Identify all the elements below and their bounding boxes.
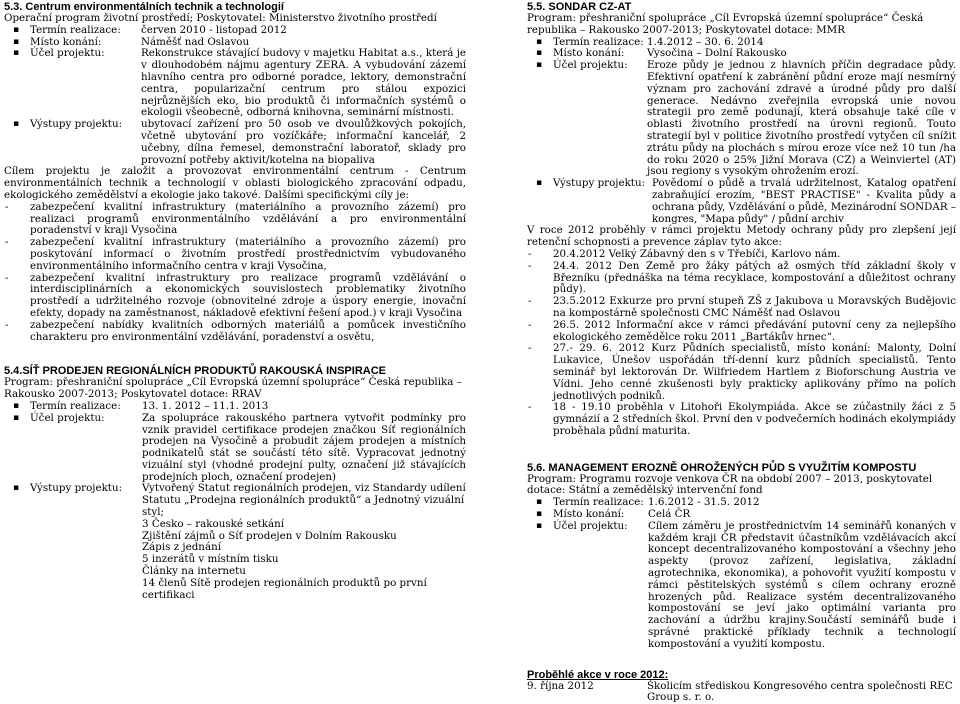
output-line: Vytvořený Statut regionálních prodejen, viz Standardy udílení Statutu „Prodejna regionálních produktů“ a Jednotný vizuální styl;	[142, 482, 466, 519]
item-label: ▪ Termín realizace:	[30, 399, 121, 412]
item-label: ▪ Místo konání:	[553, 47, 625, 60]
section-5-4-info-list	[4, 401, 466, 602]
events-row	[527, 681, 956, 704]
section-5-3-info-list	[4, 25, 466, 167]
output-line: 14 členů Sítě prodejen regionálních produktů po první certifikaci	[142, 576, 427, 601]
list-item: - zabezpečení kvalitní infrastruktury (materiálního a provozního zázemí) pro poskytování informací o životním prostředí prostřednictvím vybudovaného environmentálního informačního centra v kraji Vysočina,	[4, 237, 466, 272]
item-value: Náměšť nad Oslavou	[141, 35, 250, 48]
item-value: Cílem záměru je prostřednictvím 14 seminářů konaných v každém kraji ČR představit účastníkům vzdělávacích akcí koncept decentralizovaného kompostování a všechny jeho aspekty (provoz zařízení, legislativa, základní agrotechnika, ekonomika), a pohovořit využití kompostu v rámci pěstitelských systémů s cílem ochrany erozně hrozených půd. Realizace systém decentralizovaného kompostování se jeví jako optimální varianta pro zachování a údržbu krajiny.Součástí seminářů bude i správné praktické příklady technik a technologií kompostování a využití kompostu.	[648, 519, 956, 650]
section-5-3-goal-list	[4, 202, 466, 344]
list-item	[527, 60, 956, 178]
output-line: Zápis z jednání	[142, 541, 222, 554]
list-item: - 27.- 29. 6. 2012 Kurz Půdních specialistů, místo konání: Malonty, Dolní Lukavice, Únešov uspořádán tří-denní kurz půdních specialistů. Tento seminář byl lektorován Dr. Wilfriedem Hartlem z Bioforschung Austria ve Vídni. Jeho cenné zkušenosti byly prakticky aplikovány přímo na polích jednotlivých podniků.	[527, 343, 956, 402]
item-label: ▪ Výstupy projektu:	[30, 482, 123, 495]
section-5-6-title: 5.6. MANAGEMENT EROZNĚ OHROŽENÝCH PŮD S VYUŽITÍM KOMPOSTU	[527, 461, 917, 474]
section-5-5-events-list	[527, 249, 956, 438]
list-item	[527, 178, 956, 225]
item-value: Za spolupráce rakouského partnera vytvořit podmínky pro vznik pravidel certifikace prodejen značkou Síť regionálních prodejen na Vysočině a probudit zájem prodejen a místních podnikatelů stát se součástí této sítě. Vypracovat jednotný vizuální styl (vhodné prodejní pulty, označení již stávajících prodejních ploch, označení prodejen)	[142, 411, 466, 483]
list-item	[527, 521, 956, 651]
item-label: ▪ Účel projektu:	[30, 47, 105, 60]
section-5-4-title: 5.4.SÍŤ PRODEJEN REGIONÁLNÍCH PRODUKTŮ RAKOUSKÁ INSPIRACE	[4, 365, 386, 378]
item-value	[142, 483, 466, 601]
event-text: Školicím střediskou Kongresového centra společnosti REC Group s. r. o.	[647, 679, 953, 704]
item-value: Celá ČR	[648, 508, 691, 521]
list-item	[4, 401, 466, 413]
item-value: Vysočina – Dolní Rakousko	[647, 47, 787, 60]
output-line: 5 inzerátů v místním tisku	[142, 553, 279, 566]
output-line: Zjištění zájmů o Síť prodejen v Dolním Rakousku	[142, 529, 397, 542]
item-label: ▪ Účel projektu:	[30, 411, 105, 424]
section-5-3-goal: Cílem projektu je založit a provozovat environmentální centrum - Centrum environmentálních technik a technologií v oblasti biologického zpracování odpadu, ekologického zemědělství a ekologie jako takové. Dalšími specifickými cíly je:	[4, 165, 466, 201]
item-value: Povědomí o půdě a trvalá udržitelnost, Katalog opatření zabraňující erozím, "BEST PRACTISE" - Kvalita půdy a ochrana půdy, Vzdělávání o půdě, Mezinárodní SONDAR – kongres, "Mapa půdy" / půdní archiv	[652, 177, 956, 225]
item-value: 1.6.2012 - 31.5. 2012	[648, 496, 760, 509]
section-5-5-info-list	[527, 37, 956, 226]
item-value: Rekonstrukce stávající budovy v majetku Habitat a.s., která je v dlouhodobém nájmu agentury ZERA. A vybudování zázemí hlavního centra pro odborné poradce, lektory, demonstrační centra, popularizační centrum pro stálou expozici nejrůznějších eko, bio produktů či informačních systémů o ekologii všeobecně, odborná knihovna, seminární místnosti.	[141, 47, 466, 119]
output-line: 3 Česko – rakouské setkání	[142, 517, 285, 530]
item-value: ubytovací zařízení pro 50 osob ve dvoulůžkových pokojích, včetně ubytování pro vozíčkáře; informační kancelář, 2 učebny, dílna řemesel, demonstrační laboratoř, sklady pro provozní potřeby aktivit/kotelna na biopaliva	[141, 118, 466, 166]
right-column	[527, 1, 956, 704]
item-label: ▪ Účel projektu:	[553, 59, 628, 72]
list-item: - zabezpečení nabídky kvalitních odborných materiálů a pomůcek investičního charakteru pro environmentální vzdělávání, poradenství a osvětu,	[4, 320, 466, 344]
list-item: - 20.4.2012 Velký Zábavný den s v Třebíči, Karlovo nám.	[527, 249, 956, 261]
list-item: - 24.4. 2012 Den Země pro žáky pátých až osmých tříd základní školy v Březníku (přednáška na téma recyklace, kompostování a důležitost ochrany půdy).	[527, 261, 956, 296]
list-item	[4, 413, 466, 484]
item-value: 13. 1. 2012 – 11.1. 2013	[142, 399, 269, 412]
item-value: Eroze půdy je jednou z hlavních příčin degradace půdy. Efektivní opatření k zabránění půdní eroze mají nesmírný význam pro zachování zdravé a úrodné půdy pro další generace. Nedávno zveřejnila evropská unie novou strategii pro země podunají, která obsahuje také cíle v oblasti životního prostředí na úrovni regionů. Touto strategií byl v politice životního prostředí vytyčen cíl snížit ztrátu půdy na plochách s mírou eroze více než 10 tun /ha do roku 2020 o 25% Jižní Morava (CZ) a Weinviertel (AT) jsou regiony s vysokým ohrožením erozí.	[647, 59, 956, 178]
list-item: - zabezpečení kvalitní infrastruktury (materiálního a provozního zázemí) pro realizaci programů environmentálního vzdělávání a pro environmentální poradenství v kraji Vysočina	[4, 202, 466, 237]
section-5-4-program: Program: přeshraniční spolupráce „Cíl Evropská územní spolupráce“ Česká republika – Rakousko 2007-2013; Poskytovatel dotace: RRAV	[4, 376, 462, 401]
list-item: - 18 - 19.10 proběhla v Litohoři Ekolympiáda. Akce se zúčastnily žáci z 5 gymnázií a 2 středních škol. První den v podvečerních hodinách ekolympiády proběhala půdní maturita.	[527, 402, 956, 437]
section-5-3-program: Operační program životní prostředí; Poskytovatel: Ministerstvo životního prostředí	[4, 12, 437, 24]
item-label: ▪ Termín realizace:	[30, 23, 121, 36]
section-5-3-title: 5.3. Centrum environmentálních technik a technologií	[4, 1, 284, 13]
item-label: ▪ Termín realizace:	[553, 496, 644, 509]
item-value: červen 2010 - listopad 2012	[141, 23, 287, 36]
item-label: ▪ Termín realizace:	[553, 35, 644, 48]
item-value: 1.4.2012 – 30. 6. 2014	[647, 35, 764, 48]
event-date: 9. října 2012	[527, 679, 594, 692]
events-title: Proběhlé akce v roce 2012:	[527, 668, 669, 681]
list-item	[4, 483, 466, 601]
list-item: - 23.5.2012 Exkurze pro první stupeň ZŠ z Jakubova u Moravských Budějovic na kompostárně společnosti CMC Náměšť nad Oslavou	[527, 296, 956, 320]
item-label: ▪ Účel projektu:	[553, 519, 628, 532]
section-5-6-program: Program: Programu rozvoje venkova ČR na období 2007 – 2013, poskytovatel dotace: Státní a zemědělský intervenční fond	[527, 472, 933, 497]
list-item	[4, 119, 466, 166]
section-5-5-program: Program: přeshraniční spolupráce „Cíl Evropská územní spolupráce“ Česká republika – Rakousko 2007-2013; Poskytovatel dotace: MMR	[527, 12, 924, 36]
item-label: ▪ Výstupy projektu:	[553, 177, 646, 190]
item-label: ▪ Místo konání:	[553, 508, 625, 521]
list-item: - zabezpečení kvalitní infrastruktury pro realizace programů vzdělávání o interdisciplinárních a ekonomických souvislostech problematiky životního prostředí a udržitelného rozvoje (obnovitelné zdroje a úspory energie, inovační efekty, dopady na zaměstnanost, nákladově efektivní řešení apod.) v kraji Vysočina	[4, 273, 466, 320]
list-item	[4, 48, 466, 119]
section-5-5-paragraph: V roce 2012 proběhly v rámci projektu Metody ochrany půdy pro zlepšení její retenční schopnosti a prevence záplav tyto akce:	[527, 224, 956, 249]
list-item	[4, 25, 466, 37]
list-item: - 26.5. 2012 Informační akce v rámci předávání putovní ceny za nejlepšího ekologického zemědělce roku 2011 „Bartákův hrnec“.	[527, 320, 956, 344]
item-label: ▪ Místo konání:	[30, 35, 102, 48]
item-label: ▪ Výstupy projektu:	[30, 118, 123, 131]
section-5-5-title: 5.5. SONDAR CZ-AT	[527, 1, 632, 13]
left-column	[4, 1, 466, 601]
output-line: Články na internetu	[142, 565, 246, 578]
section-5-6-info-list	[527, 497, 956, 650]
